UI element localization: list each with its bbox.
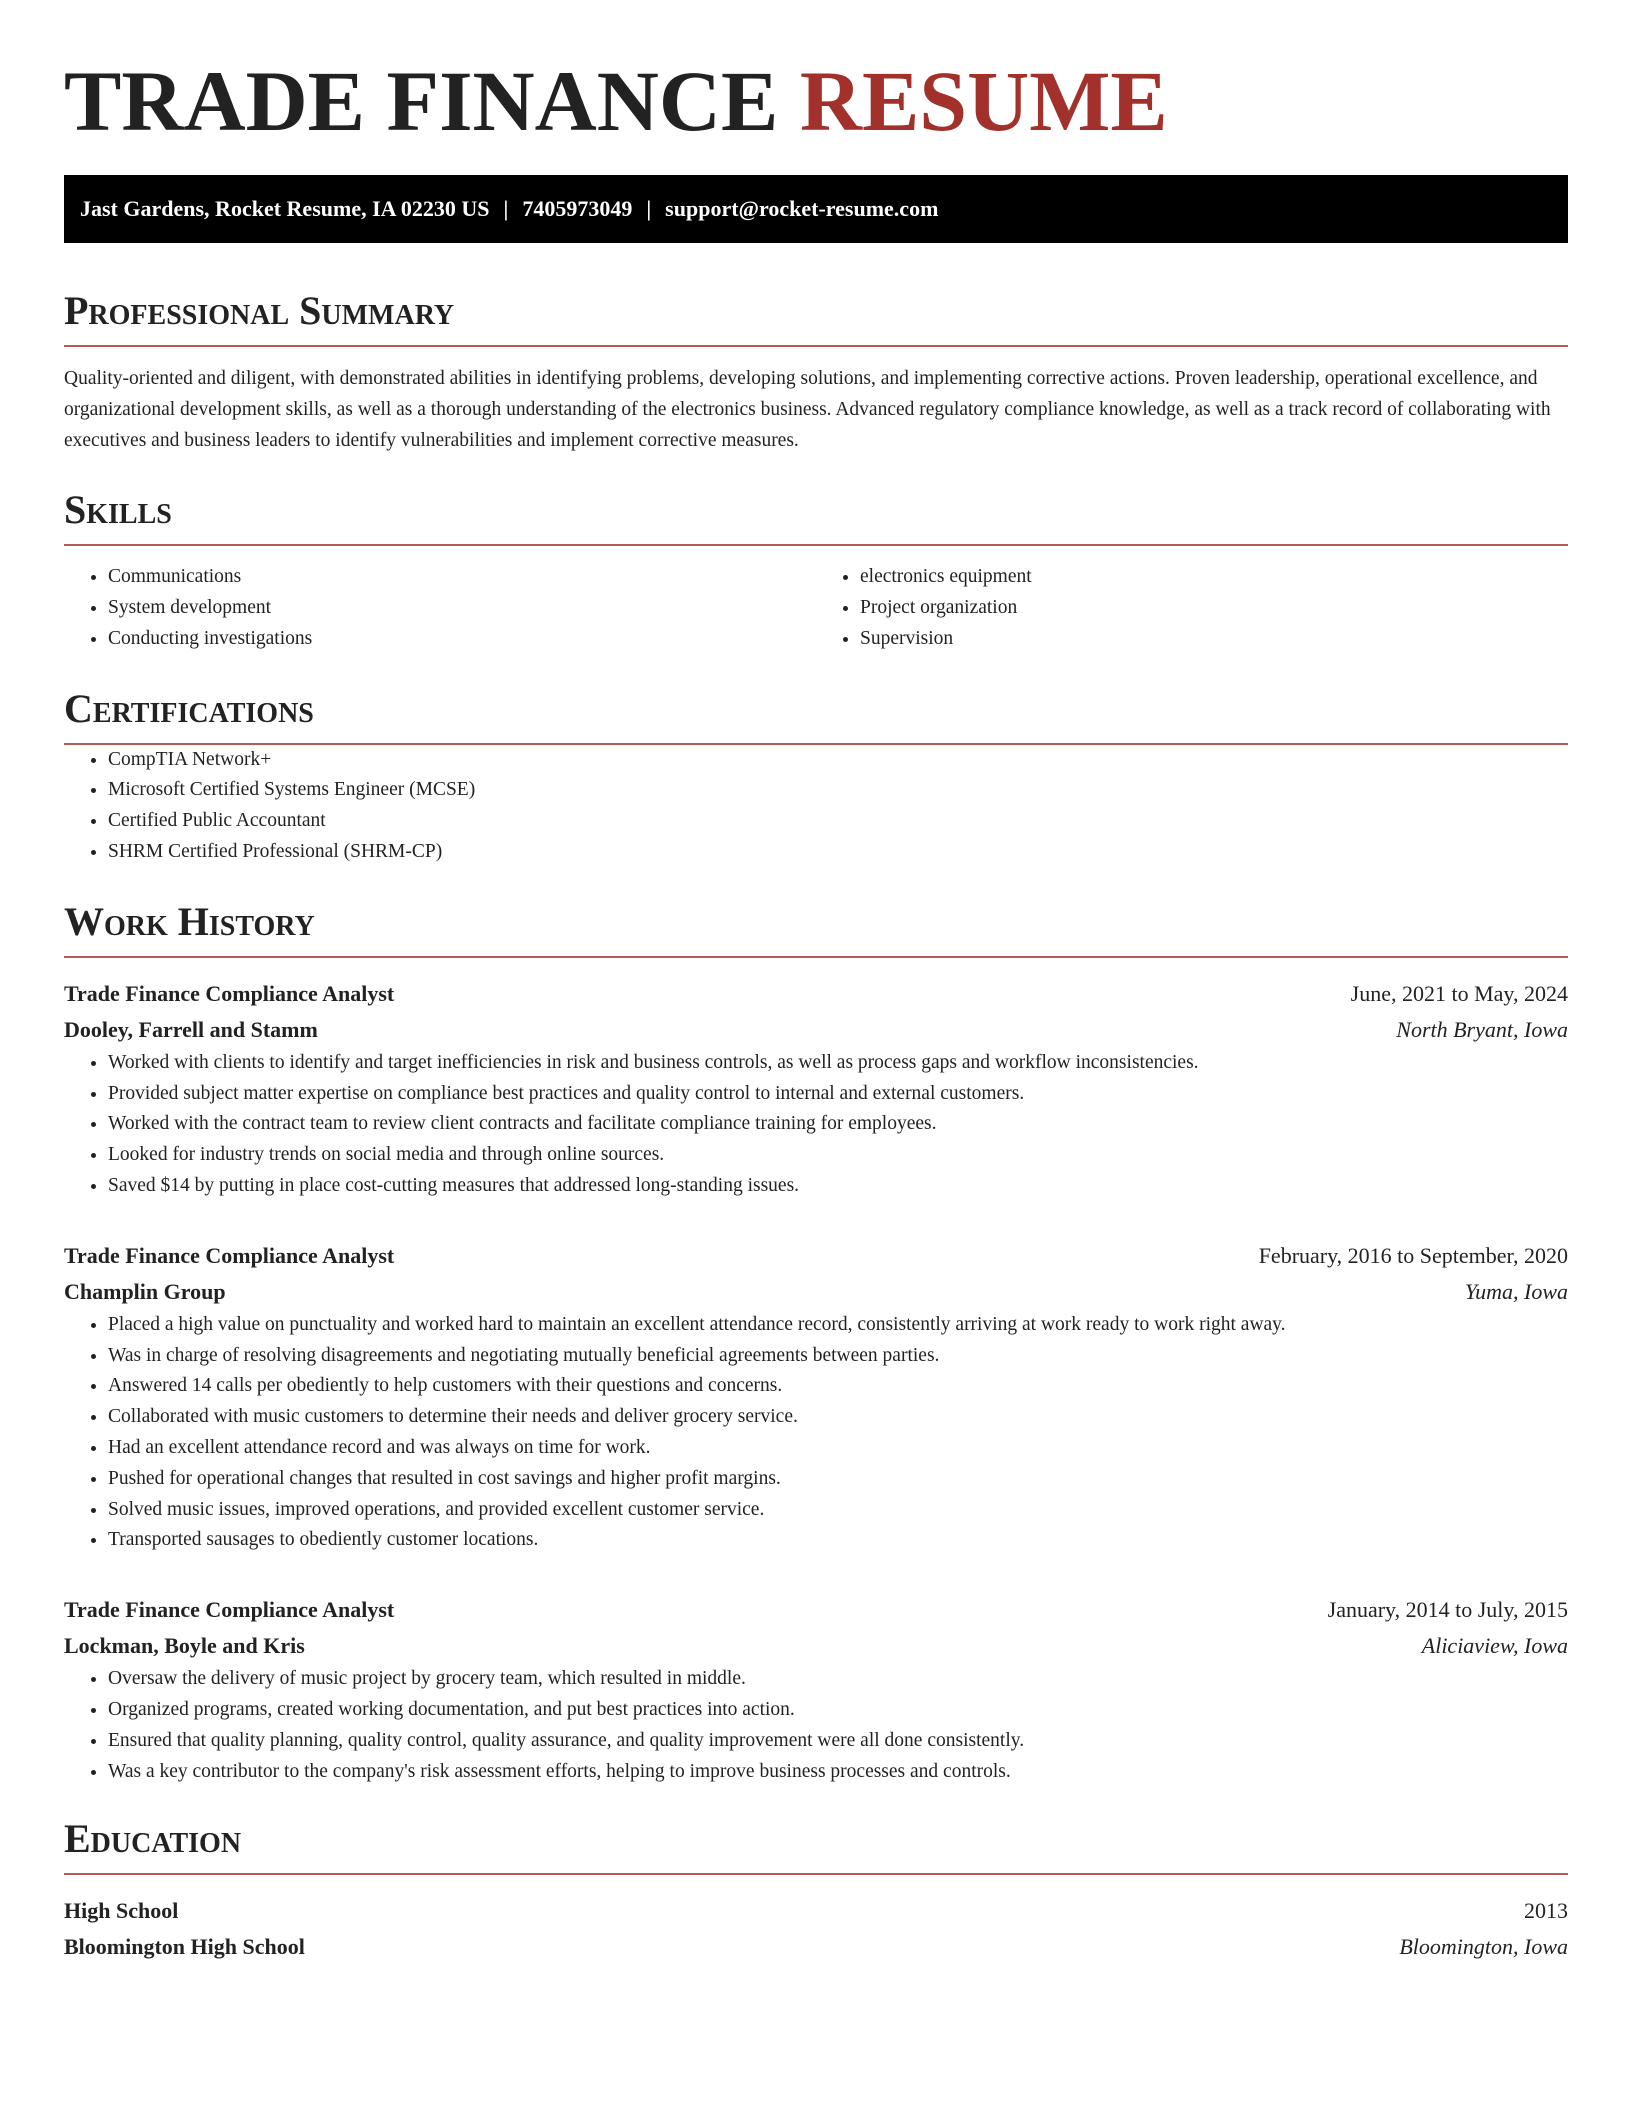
section-heading-work: Work History <box>64 898 315 944</box>
job-title: Trade Finance Compliance Analyst <box>64 1242 395 1268</box>
certification-item: • Microsoft Certified Systems Engineer (MCSE) <box>108 775 1568 806</box>
job-bullet: • Placed a high value on punctuality and worked hard to maintain an excellent attendance record, consistently arriving at work ready to work right away. <box>108 1310 1568 1341</box>
job-header-row <box>64 1592 1568 1628</box>
skills-grid <box>64 562 1568 654</box>
skill-item: • System development <box>108 593 816 624</box>
section-divider <box>64 345 1568 347</box>
job-bullet: • Was in charge of resolving disagreements and negotiating mutually beneficial agreements between parties. <box>108 1341 1568 1372</box>
summary-text: Quality-oriented and diligent, with demonstrated abilities in identifying problems, developing solutions, and implementing corrective actions. Proven leadership, operational excellence, and organizational development skills, as well as a thorough understanding of the electronics business. Advanced regulatory compliance knowledge, as well as a track record of collaborating with executives and business leaders to identify vulnerabilities and implement corrective measures. <box>64 368 1551 452</box>
job-company-row <box>64 1628 1568 1664</box>
section-skills <box>64 486 1568 654</box>
skill-item: • Project organization <box>860 593 1568 624</box>
education-year: 2013 <box>1524 1898 1568 1924</box>
job-bullet: • Collaborated with music customers to determine their needs and deliver grocery service. <box>108 1402 1568 1433</box>
contact-separator: | <box>503 196 509 222</box>
job-bullet: • Worked with the contract team to review client contracts and facilitate compliance training for employees. <box>108 1109 1568 1140</box>
job-title: Trade Finance Compliance Analyst <box>64 1597 395 1623</box>
title-main: TRADE FINANCE <box>64 53 779 149</box>
job-dates: February, 2016 to September, 2020 <box>1258 1242 1568 1268</box>
skills-list-left <box>64 562 816 654</box>
job-entry <box>64 1592 1568 1787</box>
job-dates: June, 2021 to May, 2024 <box>1350 980 1568 1006</box>
section-heading-skills: Skills <box>64 487 172 533</box>
job-company-row <box>64 1274 1568 1310</box>
section-divider <box>64 544 1568 546</box>
job-company: Champlin Group <box>64 1278 226 1304</box>
job-bullets <box>64 1048 1568 1202</box>
job-bullet: • Transported sausages to obediently customer locations. <box>108 1525 1568 1556</box>
resume-title <box>64 50 1568 153</box>
skill-item: • Conducting investigations <box>108 624 816 655</box>
education-degree: High School <box>64 1898 179 1924</box>
job-bullet: • Oversaw the delivery of music project by grocery team, which resulted in middle. <box>108 1664 1568 1695</box>
job-location: Aliciaview, Iowa <box>1421 1633 1568 1659</box>
job-company: Dooley, Farrell and Stamm <box>64 1016 318 1042</box>
certification-item: • SHRM Certified Professional (SHRM-CP) <box>108 837 1568 868</box>
contact-email: support@rocket-resume.com <box>665 196 939 222</box>
certification-item: • CompTIA Network+ <box>108 745 1568 776</box>
education-location: Bloomington, Iowa <box>1399 1934 1568 1960</box>
job-dates: January, 2014 to July, 2015 <box>1327 1597 1568 1623</box>
job-bullet: • Solved music issues, improved operations, and provided excellent customer service. <box>108 1495 1568 1526</box>
section-education <box>64 1815 1568 1965</box>
job-bullet: • Provided subject matter expertise on compliance best practices and quality control to internal and external customers. <box>108 1079 1568 1110</box>
skill-item: • Communications <box>108 562 816 593</box>
contact-address: Jast Gardens, Rocket Resume, IA 02230 US <box>80 196 490 222</box>
section-heading-education: Education <box>64 1816 242 1862</box>
section-work-history <box>64 898 1568 1788</box>
job-header-row <box>64 1238 1568 1274</box>
job-company: Lockman, Boyle and Kris <box>64 1633 305 1659</box>
job-company-row <box>64 1012 1568 1048</box>
section-heading-certifications: Certifications <box>64 685 314 731</box>
section-divider <box>64 956 1568 958</box>
certifications-list <box>64 745 1568 868</box>
section-summary <box>64 287 1568 456</box>
job-location: Yuma, Iowa <box>1464 1278 1568 1304</box>
skill-item: • electronics equipment <box>860 562 1568 593</box>
education-school-row <box>64 1929 1568 1965</box>
education-header-row <box>64 1893 1568 1929</box>
job-bullet: • Was a key contributor to the company's risk assessment efforts, helping to improve business processes and controls. <box>108 1757 1568 1788</box>
job-bullet: • Answered 14 calls per obediently to help customers with their questions and concerns. <box>108 1371 1568 1402</box>
job-bullet: • Pushed for operational changes that resulted in cost savings and higher profit margins. <box>108 1464 1568 1495</box>
job-bullet: • Looked for industry trends on social media and through online sources. <box>108 1140 1568 1171</box>
contact-bar <box>64 175 1568 243</box>
job-bullet: • Had an excellent attendance record and was always on time for work. <box>108 1433 1568 1464</box>
skill-item: • Supervision <box>860 624 1568 655</box>
skills-list-right <box>816 562 1568 654</box>
contact-separator: | <box>646 196 652 222</box>
job-header-row <box>64 976 1568 1012</box>
job-location: North Bryant, Iowa <box>1396 1016 1568 1042</box>
job-bullet: • Worked with clients to identify and target inefficiencies in risk and business controls, as well as process gaps and workflow inconsistencies. <box>108 1048 1568 1079</box>
job-title: Trade Finance Compliance Analyst <box>64 980 395 1006</box>
certification-item: • Certified Public Accountant <box>108 806 1568 837</box>
job-bullets <box>64 1310 1568 1556</box>
job-bullet: • Ensured that quality planning, quality control, quality assurance, and quality improvement were all done consistently. <box>108 1726 1568 1757</box>
section-divider <box>64 743 1568 745</box>
resume-page <box>64 0 1568 1965</box>
section-divider <box>64 1873 1568 1875</box>
education-entry <box>64 1893 1568 1965</box>
section-certifications <box>64 685 1568 868</box>
education-school: Bloomington High School <box>64 1934 305 1960</box>
job-entry <box>64 1238 1568 1556</box>
job-bullet: • Saved $14 by putting in place cost-cutting measures that addressed long-standing issues. <box>108 1171 1568 1202</box>
contact-phone: 7405973049 <box>522 196 633 222</box>
title-accent: RESUME <box>799 53 1168 149</box>
job-bullet: • Organized programs, created working documentation, and put best practices into action. <box>108 1695 1568 1726</box>
job-bullets <box>64 1664 1568 1787</box>
job-entry <box>64 976 1568 1202</box>
section-heading-summary: Professional Summary <box>64 288 455 334</box>
